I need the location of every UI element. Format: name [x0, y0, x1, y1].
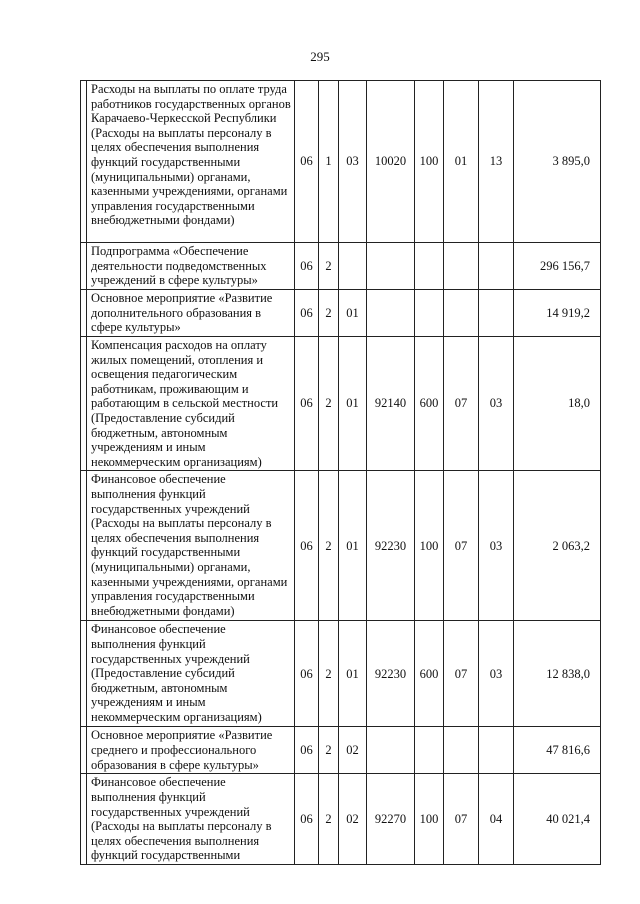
table-row [81, 243, 601, 290]
code-cell: 06 [295, 471, 319, 621]
code-cell [479, 727, 514, 774]
code-cell [367, 727, 415, 774]
code-cell: 1 [319, 81, 339, 243]
code-cell: 06 [295, 290, 319, 337]
row-name: Основное мероприятие «Развитие дополнительного образования в сфере культуры» [87, 290, 295, 337]
code-cell: 03 [339, 81, 367, 243]
code-cell: 600 [415, 337, 444, 471]
row-name: Подпрограмма «Обеспечение деятельности подведомственных учреждений в сфере культуры» [87, 243, 295, 290]
row-name: Компенсация расходов на оплату жилых помещений, отопления и освещения педагогическим работникам, проживающим и работающим в сельской местности (Предоставление субсидий бюджетным, автономным учреждениям и иным некоммерческим организациям) [87, 337, 295, 471]
code-cell: 100 [415, 774, 444, 865]
code-cell [444, 290, 479, 337]
code-cell [339, 243, 367, 290]
code-cell: 2 [319, 243, 339, 290]
code-cell [415, 290, 444, 337]
row-name: Расходы на выплаты по оплате труда работников государственных органов Карачаево-Черкесской Республики (Расходы на выплаты персоналу в целях обеспечения выполнения функций государственными (муниципальными) органами, казенными учреждениями, органами управления государственными внебюджетными фондами) [87, 81, 295, 243]
code-cell: 01 [444, 81, 479, 243]
code-cell: 03 [479, 621, 514, 727]
code-cell: 600 [415, 621, 444, 727]
code-cell [444, 243, 479, 290]
row-name: Финансовое обеспечение выполнения функций государственных учреждений (Расходы на выплаты персоналу в целях обеспечения выполнения функций государственными [87, 774, 295, 865]
code-cell: 06 [295, 243, 319, 290]
amount-cell: 18,0 [514, 337, 601, 471]
table-row [81, 727, 601, 774]
code-cell [367, 243, 415, 290]
amount-cell: 2 063,2 [514, 471, 601, 621]
code-cell: 02 [339, 727, 367, 774]
amount-cell: 296 156,7 [514, 243, 601, 290]
code-cell: 2 [319, 337, 339, 471]
code-cell: 07 [444, 337, 479, 471]
code-cell [444, 727, 479, 774]
code-cell: 10020 [367, 81, 415, 243]
code-cell: 13 [479, 81, 514, 243]
code-cell: 06 [295, 81, 319, 243]
table-row [81, 81, 601, 243]
row-name: Основное мероприятие «Развитие среднего и профессионального образования в сфере культуры» [87, 727, 295, 774]
code-cell: 06 [295, 727, 319, 774]
code-cell: 01 [339, 621, 367, 727]
table-row [81, 337, 601, 471]
code-cell [415, 243, 444, 290]
code-cell [415, 727, 444, 774]
code-cell: 92140 [367, 337, 415, 471]
row-name: Финансовое обеспечение выполнения функций государственных учреждений (Предоставление субсидий бюджетным, автономным учреждениям и иным некоммерческим организациям) [87, 621, 295, 727]
code-cell: 07 [444, 774, 479, 865]
code-cell: 07 [444, 471, 479, 621]
code-cell: 01 [339, 337, 367, 471]
code-cell: 03 [479, 337, 514, 471]
code-cell [479, 290, 514, 337]
code-cell: 01 [339, 290, 367, 337]
amount-cell: 3 895,0 [514, 81, 601, 243]
code-cell [479, 243, 514, 290]
code-cell: 2 [319, 290, 339, 337]
code-cell: 06 [295, 621, 319, 727]
code-cell: 06 [295, 337, 319, 471]
amount-cell: 47 816,6 [514, 727, 601, 774]
code-cell: 04 [479, 774, 514, 865]
amount-cell: 14 919,2 [514, 290, 601, 337]
table-row [81, 471, 601, 621]
code-cell: 01 [339, 471, 367, 621]
code-cell: 92270 [367, 774, 415, 865]
table-row [81, 290, 601, 337]
code-cell: 2 [319, 727, 339, 774]
code-cell: 03 [479, 471, 514, 621]
page-number: 295 [310, 49, 330, 64]
code-cell: 02 [339, 774, 367, 865]
code-cell: 92230 [367, 471, 415, 621]
code-cell: 2 [319, 621, 339, 727]
code-cell: 2 [319, 471, 339, 621]
code-cell: 92230 [367, 621, 415, 727]
row-name: Финансовое обеспечение выполнения функций государственных учреждений (Расходы на выплаты персоналу в целях обеспечения выполнения функций государственными (муниципальными) органами, казенными учреждениями, органами управления государственными внебюджетными фондами) [87, 471, 295, 621]
code-cell: 06 [295, 774, 319, 865]
code-cell [367, 290, 415, 337]
amount-cell: 12 838,0 [514, 621, 601, 727]
code-cell: 07 [444, 621, 479, 727]
amount-cell: 40 021,4 [514, 774, 601, 865]
table-row [81, 774, 601, 865]
table-row [81, 621, 601, 727]
code-cell: 100 [415, 471, 444, 621]
budget-table [80, 80, 601, 865]
code-cell: 2 [319, 774, 339, 865]
code-cell: 100 [415, 81, 444, 243]
